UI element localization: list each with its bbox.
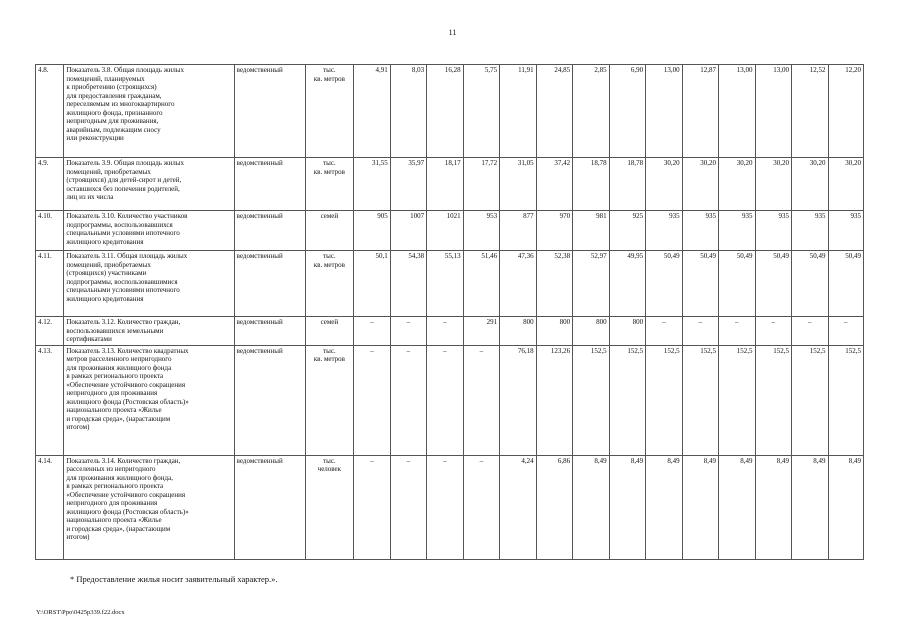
indicator-type-cell: ведомственный xyxy=(234,317,305,346)
value-cell: 152,5 xyxy=(792,345,828,455)
value-cell: – xyxy=(354,345,390,455)
value-cell: 152,5 xyxy=(646,345,682,455)
value-cell: 50,49 xyxy=(792,251,828,317)
value-cell: – xyxy=(792,317,828,346)
indicator-name-cell: Показатель 3.14. Количество граждан, расселенных из непригодного для проживания жилищного фонда, в рамках регионального проекта «Обеспечение устойчивого сокращения непригодного для проживания жилищного фонда (Ростовская область)» национального проекта «Жилье и городская среда», (нарастающим итогом) xyxy=(64,455,234,559)
unit-cell: семей xyxy=(305,317,354,346)
value-cell: 8,03 xyxy=(390,65,426,158)
value-cell: 291 xyxy=(463,317,499,346)
value-cell: 30,20 xyxy=(755,158,791,211)
value-cell: 12,52 xyxy=(792,65,828,158)
value-cell: – xyxy=(463,345,499,455)
value-cell: 970 xyxy=(536,211,572,251)
unit-cell: тыс. кв. метров xyxy=(305,251,354,317)
value-cell: 30,20 xyxy=(828,158,864,211)
value-cell: 13,00 xyxy=(755,65,791,158)
value-cell: 8,49 xyxy=(755,455,791,559)
unit-cell: семей xyxy=(305,211,354,251)
value-cell: 152,5 xyxy=(573,345,609,455)
value-cell: 12,87 xyxy=(682,65,718,158)
value-cell: 8,49 xyxy=(646,455,682,559)
row-number-cell: 4.12. xyxy=(36,317,64,346)
value-cell: 152,5 xyxy=(755,345,791,455)
table-row xyxy=(36,345,864,455)
value-cell: – xyxy=(390,455,426,559)
unit-cell: тыс. кв. метров xyxy=(305,158,354,211)
value-cell: 1021 xyxy=(427,211,463,251)
page-number: 11 xyxy=(448,28,457,37)
indicator-type-cell: ведомственный xyxy=(234,158,305,211)
value-cell: 953 xyxy=(463,211,499,251)
value-cell: 925 xyxy=(609,211,645,251)
value-cell: 2,85 xyxy=(573,65,609,158)
indicator-name-cell: Показатель 3.8. Общая площадь жилых помещений, планируемых к приобретению (строящихся) для предоставления гражданам, переселяемым из многоквартирного жилищного фонда, признанного непригодным для проживания, аварийным, подлежащим сносу или реконструкции xyxy=(64,65,234,158)
value-cell: 54,38 xyxy=(390,251,426,317)
row-number-cell: 4.11. xyxy=(36,251,64,317)
value-cell: 30,20 xyxy=(646,158,682,211)
value-cell: 123,26 xyxy=(536,345,572,455)
table-row xyxy=(36,158,864,211)
value-cell: 8,49 xyxy=(828,455,864,559)
value-cell: – xyxy=(427,317,463,346)
value-cell: 35,97 xyxy=(390,158,426,211)
value-cell: – xyxy=(719,317,755,346)
value-cell: – xyxy=(427,345,463,455)
value-cell: 76,18 xyxy=(500,345,536,455)
value-cell: 1007 xyxy=(390,211,426,251)
value-cell: 47,36 xyxy=(500,251,536,317)
value-cell: 935 xyxy=(828,211,864,251)
value-cell: 152,5 xyxy=(719,345,755,455)
value-cell: – xyxy=(682,317,718,346)
value-cell: 935 xyxy=(755,211,791,251)
value-cell: 800 xyxy=(536,317,572,346)
value-cell: 8,49 xyxy=(792,455,828,559)
table-row xyxy=(36,211,864,251)
value-cell: 8,49 xyxy=(719,455,755,559)
file-path: Y:\ORST\Ppo\0425p339.f22.docx xyxy=(36,609,125,616)
value-cell: 31,05 xyxy=(500,158,536,211)
value-cell: – xyxy=(390,317,426,346)
value-cell: 52,38 xyxy=(536,251,572,317)
value-cell: 37,42 xyxy=(536,158,572,211)
value-cell: – xyxy=(755,317,791,346)
unit-cell: тыс. кв. метров xyxy=(305,345,354,455)
value-cell: 6,86 xyxy=(536,455,572,559)
indicator-name-cell: Показатель 3.12. Количество граждан, воспользовавшихся земельными сертификатами xyxy=(64,317,234,346)
indicator-name-cell: Показатель 3.10. Количество участников подпрограммы, воспользовавшихся специальными условиями ипотечного жилищного кредитования xyxy=(64,211,234,251)
value-cell: 8,49 xyxy=(609,455,645,559)
indicators-table xyxy=(35,64,864,560)
table-row xyxy=(36,65,864,158)
indicator-name-cell: Показатель 3.13. Количество квадратных метров расселенного непригодного для проживания жилищного фонда в рамках регионального проекта «Обеспечение устойчивого сокращения непригодного для проживания жилищного фонда (Ростовская область)» национального проекта «Жилье и городская среда», (нарастающим итогом) xyxy=(64,345,234,455)
table-row xyxy=(36,251,864,317)
value-cell: 152,5 xyxy=(682,345,718,455)
table-row xyxy=(36,317,864,346)
value-cell: 935 xyxy=(646,211,682,251)
value-cell: 935 xyxy=(719,211,755,251)
value-cell: 800 xyxy=(609,317,645,346)
value-cell: 50,49 xyxy=(682,251,718,317)
value-cell: – xyxy=(390,345,426,455)
value-cell: 18,78 xyxy=(609,158,645,211)
value-cell: 4,91 xyxy=(354,65,390,158)
value-cell: 935 xyxy=(792,211,828,251)
value-cell: 8,49 xyxy=(573,455,609,559)
value-cell: 13,00 xyxy=(646,65,682,158)
row-number-cell: 4.13. xyxy=(36,345,64,455)
value-cell: 50,49 xyxy=(646,251,682,317)
value-cell: – xyxy=(427,455,463,559)
value-cell: 905 xyxy=(354,211,390,251)
value-cell: 800 xyxy=(500,317,536,346)
value-cell: 800 xyxy=(573,317,609,346)
unit-cell: тыс. кв. метров xyxy=(305,65,354,158)
value-cell: – xyxy=(354,455,390,559)
value-cell: 18,17 xyxy=(427,158,463,211)
indicator-name-cell: Показатель 3.9. Общая площадь жилых помещений, приобретаемых (строящихся) для детей-сирот и детей, оставшихся без попечения родителей, лиц из их числа xyxy=(64,158,234,211)
value-cell: 50,49 xyxy=(755,251,791,317)
value-cell: 30,20 xyxy=(792,158,828,211)
value-cell: 935 xyxy=(682,211,718,251)
indicator-type-cell: ведомственный xyxy=(234,65,305,158)
value-cell: – xyxy=(828,317,864,346)
value-cell: – xyxy=(463,455,499,559)
value-cell: 6,90 xyxy=(609,65,645,158)
value-cell: 50,1 xyxy=(354,251,390,317)
value-cell: 152,5 xyxy=(609,345,645,455)
value-cell: 13,00 xyxy=(719,65,755,158)
value-cell: 8,49 xyxy=(682,455,718,559)
indicator-type-cell: ведомственный xyxy=(234,251,305,317)
value-cell: 18,78 xyxy=(573,158,609,211)
value-cell: 12,20 xyxy=(828,65,864,158)
indicator-type-cell: ведомственный xyxy=(234,455,305,559)
row-number-cell: 4.9. xyxy=(36,158,64,211)
value-cell: 52,97 xyxy=(573,251,609,317)
row-number-cell: 4.10. xyxy=(36,211,64,251)
unit-cell: тыс. человек xyxy=(305,455,354,559)
value-cell: 152,5 xyxy=(828,345,864,455)
value-cell: 55,13 xyxy=(427,251,463,317)
value-cell: 5,75 xyxy=(463,65,499,158)
value-cell: 50,49 xyxy=(719,251,755,317)
row-number-cell: 4.8. xyxy=(36,65,64,158)
value-cell: 50,49 xyxy=(828,251,864,317)
row-number-cell: 4.14. xyxy=(36,455,64,559)
value-cell: 51,46 xyxy=(463,251,499,317)
value-cell: 4,24 xyxy=(500,455,536,559)
value-cell: 24,85 xyxy=(536,65,572,158)
value-cell: 30,20 xyxy=(682,158,718,211)
value-cell: – xyxy=(354,317,390,346)
value-cell: 16,28 xyxy=(427,65,463,158)
value-cell: 30,20 xyxy=(719,158,755,211)
table-row xyxy=(36,455,864,559)
value-cell: 31,55 xyxy=(354,158,390,211)
indicator-type-cell: ведомственный xyxy=(234,211,305,251)
value-cell: 981 xyxy=(573,211,609,251)
footnote: * Предоставление жилья носит заявительный характер.». xyxy=(70,574,278,584)
indicator-type-cell: ведомственный xyxy=(234,345,305,455)
value-cell: – xyxy=(646,317,682,346)
value-cell: 17,72 xyxy=(463,158,499,211)
indicator-name-cell: Показатель 3.11. Общая площадь жилых помещений, приобретаемых (строящихся) участниками подпрограммы, воспользовавшимися специальными условиями ипотечного жилищного кредитования xyxy=(64,251,234,317)
value-cell: 49,95 xyxy=(609,251,645,317)
value-cell: 877 xyxy=(500,211,536,251)
value-cell: 11,91 xyxy=(500,65,536,158)
